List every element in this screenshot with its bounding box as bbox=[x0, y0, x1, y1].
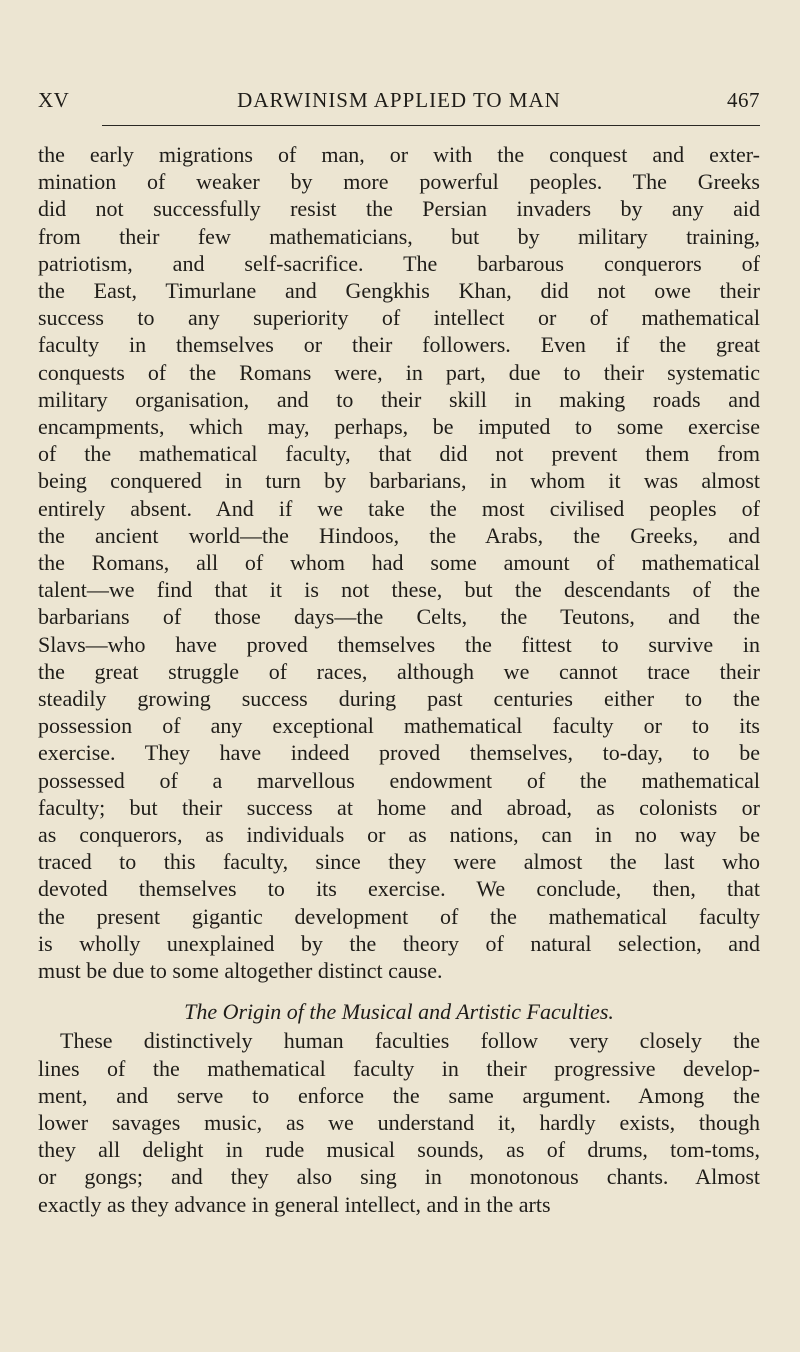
text-line: entirely absent. And if we take the most civilised peoples of bbox=[38, 495, 760, 521]
body-text bbox=[38, 141, 760, 1218]
text-line: encampments, which may, perhaps, be imputed to some exercise bbox=[38, 414, 760, 440]
text-line: possession of any exceptional mathematical faculty or to its bbox=[38, 713, 760, 739]
text-line: the East, Timurlane and Gengkhis Khan, did not owe their bbox=[38, 278, 760, 304]
book-page bbox=[38, 0, 760, 1352]
text-line: the early migrations of man, or with the conquest and exter- bbox=[38, 142, 760, 167]
text-line: the present gigantic development of the mathematical faculty bbox=[38, 903, 760, 929]
text-line: the ancient world—the Hindoos, the Arabs, the Greeks, and bbox=[38, 522, 760, 548]
text-line: talent—we find that it is not these, but the descendants of the bbox=[38, 577, 760, 603]
text-line: is wholly unexplained by the theory of natural selection, and bbox=[38, 930, 760, 956]
text-line: ment, and serve to enforce the same argument. Among the bbox=[38, 1082, 760, 1108]
text-line: lines of the mathematical faculty in their progressive develop- bbox=[38, 1055, 760, 1081]
text-line: steadily growing success during past centuries either to the bbox=[38, 686, 760, 712]
text-line: patriotism, and self-sacrifice. The barbarous conquerors of bbox=[38, 250, 760, 276]
text-line: mination of weaker by more powerful peoples. The Greeks bbox=[38, 169, 760, 195]
header-rule bbox=[102, 125, 760, 126]
text-line: devoted themselves to its exercise. We conclude, then, that bbox=[38, 876, 760, 902]
text-line: faculty; but their success at home and abroad, as colonists or bbox=[38, 794, 760, 820]
text-line: conquests of the Romans were, in part, due to their systematic bbox=[38, 359, 760, 385]
text-line: exactly as they advance in general intellect, and in the arts bbox=[38, 1191, 551, 1217]
paragraph-1 bbox=[38, 141, 760, 984]
text-line: traced to this faculty, since they were almost the last who bbox=[38, 849, 760, 875]
text-line: faculty in themselves or their followers. Even if the great bbox=[38, 332, 760, 358]
text-line: must be due to some altogether distinct cause. bbox=[38, 958, 443, 984]
text-line: the Romans, all of whom had some amount of mathematical bbox=[38, 550, 760, 576]
text-line: military organisation, and to their skill in making roads and bbox=[38, 386, 760, 412]
text-line: of the mathematical faculty, that did not prevent them from bbox=[38, 441, 760, 467]
text-line: lower savages music, as we understand it, hardly exists, though bbox=[38, 1109, 760, 1135]
text-line: they all delight in rude musical sounds, as of drums, tom-toms, bbox=[38, 1137, 760, 1163]
text-line: These distinctively human faculties follow very closely the bbox=[60, 1028, 760, 1054]
text-line: success to any superiority of intellect or of mathematical bbox=[38, 305, 760, 331]
text-line: Slavs—who have proved themselves the fittest to survive in bbox=[38, 631, 760, 657]
paragraph-2 bbox=[38, 1027, 760, 1217]
text-line: from their few mathematicians, but by military training, bbox=[38, 223, 760, 249]
running-title: DARWINISM APPLIED TO MAN bbox=[237, 88, 561, 112]
text-line: as conquerors, as individuals or as nations, can in no way be bbox=[38, 822, 760, 848]
text-line: possessed of a marvellous endowment of the mathematical bbox=[38, 767, 760, 793]
text-line: being conquered in turn by barbarians, in whom it was almost bbox=[38, 468, 760, 494]
chapter-number: XV bbox=[38, 88, 70, 112]
text-line: barbarians of those days—the Celts, the Teutons, and the bbox=[38, 604, 760, 630]
running-head bbox=[38, 84, 760, 116]
text-line: did not successfully resist the Persian invaders by any aid bbox=[38, 196, 760, 222]
text-line: or gongs; and they also sing in monotonous chants. Almost bbox=[38, 1164, 760, 1190]
text-line: the great struggle of races, although we cannot trace their bbox=[38, 658, 760, 684]
page-number: 467 bbox=[727, 88, 760, 112]
text-line: exercise. They have indeed proved themselves, to-day, to be bbox=[38, 740, 760, 766]
section-heading: The Origin of the Musical and Artistic Faculties. bbox=[184, 999, 614, 1025]
